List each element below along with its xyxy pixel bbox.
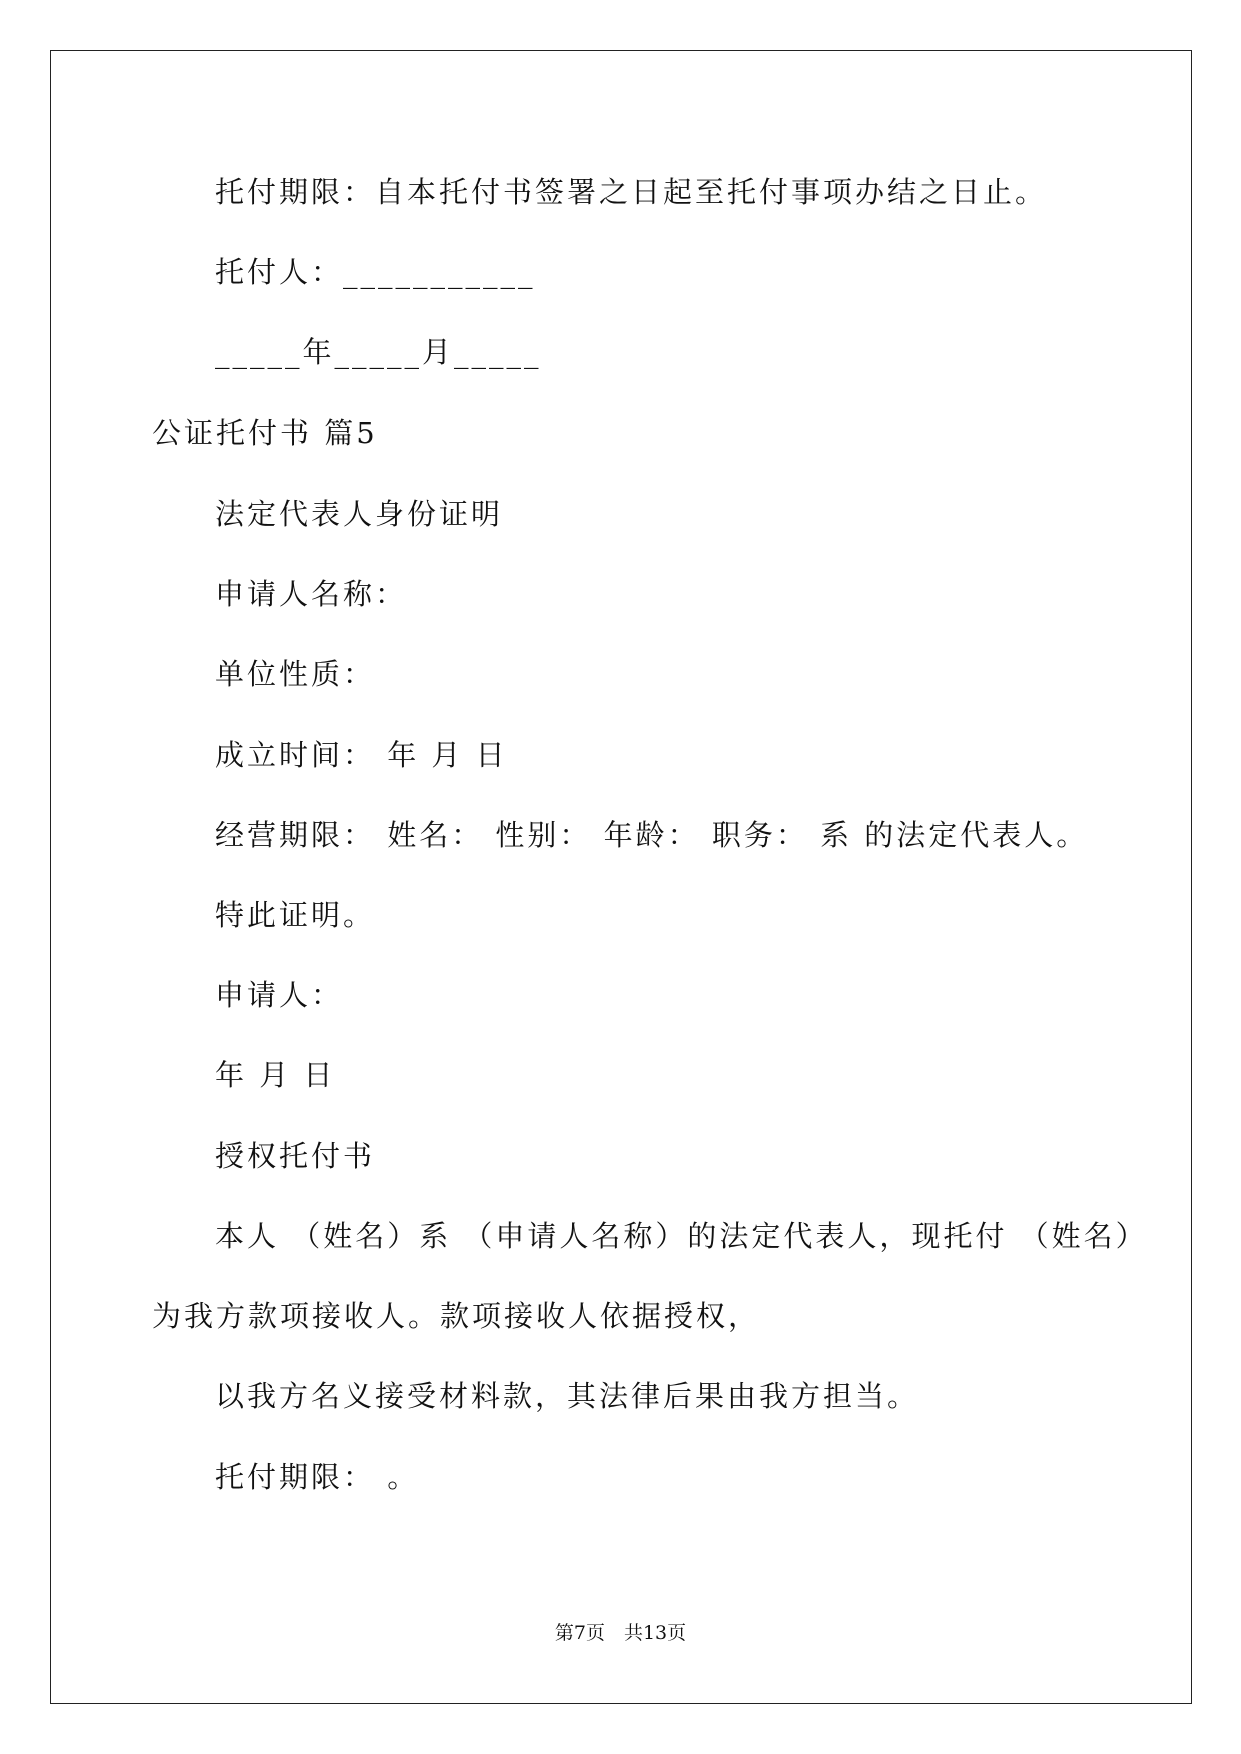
applicant-name-line: 申请人名称： <box>215 577 408 611</box>
page-footer: 第7页 共13页 <box>554 1622 687 1644</box>
page-border <box>50 50 1192 1704</box>
business-term-line: 经营期限： 姓名： 性别： 年龄： 职务： 系 的法定代表人。 <box>215 818 1089 852</box>
legal-rep-certificate-title: 法定代表人身份证明 <box>215 497 504 531</box>
authorization-paragraph-line-1: 本人 （姓名）系 （申请人名称）的法定代表人，现托付 （姓名） <box>215 1219 1148 1253</box>
entruster-signature-line: 托付人：___________ <box>215 255 536 289</box>
legal-consequence-line: 以我方名义接受材料款，其法律后果由我方担当。 <box>215 1379 920 1413</box>
unit-nature-line: 单位性质： <box>215 657 376 691</box>
date-blank-line: _____年_____月_____ <box>215 335 542 369</box>
date-line: 年 月 日 <box>215 1058 336 1092</box>
hereby-certify-line: 特此证明。 <box>215 898 376 932</box>
authorization-period-line: 托付期限： 。 <box>215 1460 420 1494</box>
applicant-line: 申请人： <box>215 978 344 1012</box>
section-heading: 公证托付书 篇5 <box>152 416 378 450</box>
authorization-paragraph-line-2: 为我方款项接收人。款项接收人依据授权， <box>152 1299 761 1333</box>
established-date-line: 成立时间： 年 月 日 <box>215 738 508 772</box>
entrust-period-line: 托付期限：自本托付书签署之日起至托付事项办结之日止。 <box>215 175 1048 209</box>
authorization-title: 授权托付书 <box>215 1139 376 1173</box>
